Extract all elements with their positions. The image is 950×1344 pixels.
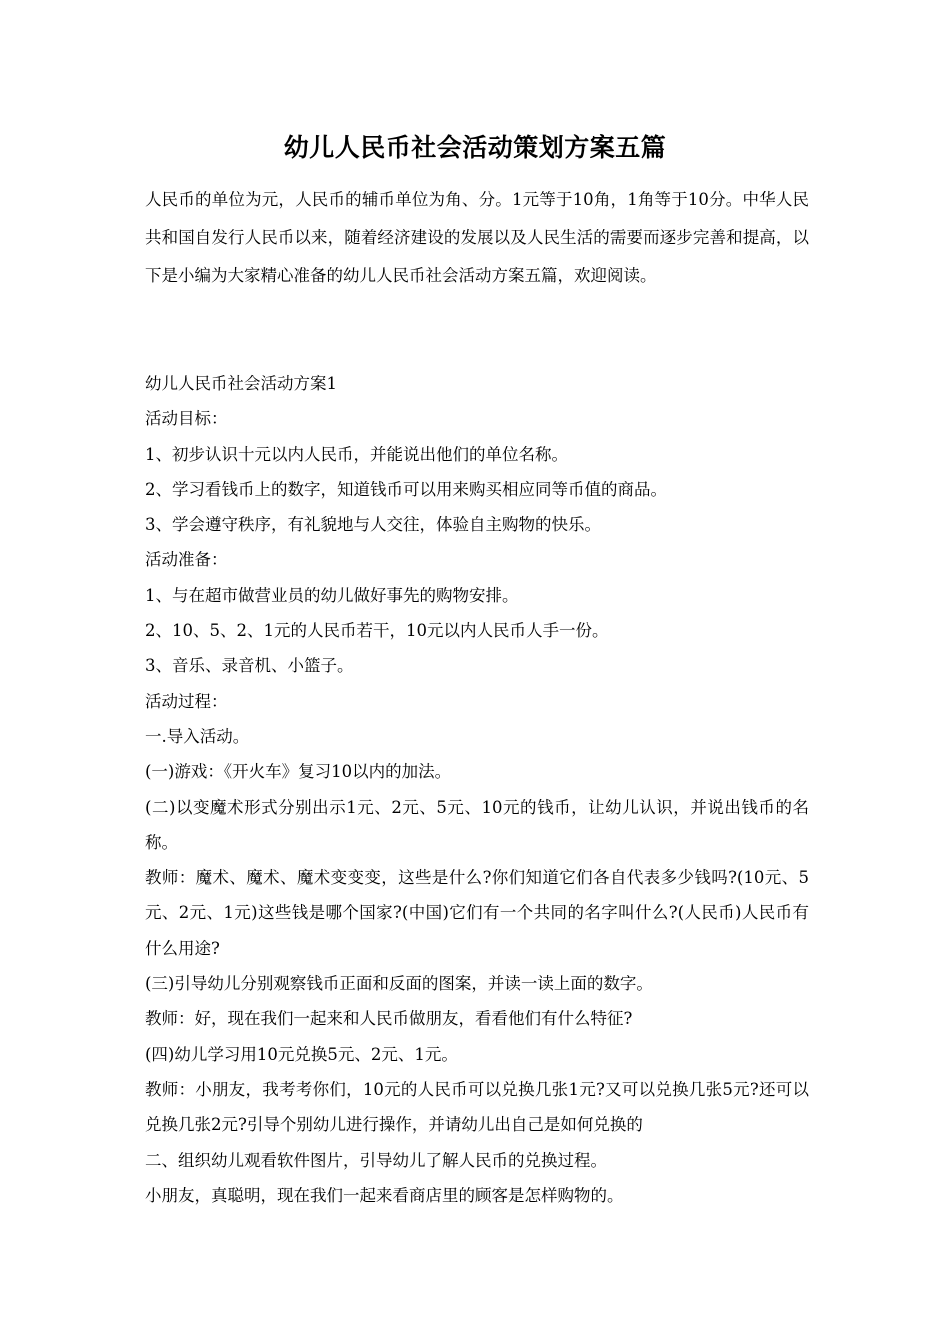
body-line: (一)游戏：《开火车》复习10以内的加法。 <box>145 762 452 782</box>
body-line: 一.导入活动。 <box>145 726 250 746</box>
body-line: 2、学习看钱币上的数字，知道钱币可以用来购买相应同等币值的商品。 <box>145 479 667 499</box>
body-line: (四)幼儿学习用10元兑换5元、2元、1元。 <box>145 1044 458 1064</box>
body-line: 3、学会遵守秩序，有礼貌地与人交往，体验自主购物的快乐。 <box>145 515 601 535</box>
subheading-process: 活动过程： <box>145 691 228 711</box>
body-line: 教师：好，现在我们一起来和人民币做朋友，看看他们有什么特征? <box>145 1009 633 1029</box>
document-title: 幼儿人民币社会活动策划方案五篇 <box>283 133 667 162</box>
body-line: 1、与在超市做营业员的幼儿做好事先的购物安排。 <box>145 585 519 605</box>
body-line: (三)引导幼儿分别观察钱币正面和反面的图案，并读一读上面的数字。 <box>145 974 653 994</box>
subheading-preparation: 活动准备： <box>145 550 228 570</box>
body-paragraph: 教师：魔术、魔术、魔术变变变，这些是什么?你们知道它们各自代表多少钱吗?(10元、5元、2元、1元)这些钱是哪个国家?(中国)它们有一个共同的名字叫什么?(人民币)人民币有什么用途? <box>145 868 809 958</box>
subheading-goals: 活动目标： <box>145 409 228 429</box>
body-line: 小朋友，真聪明，现在我们一起来看商店里的顾客是怎样购物的。 <box>145 1185 624 1205</box>
intro-paragraph: 人民币的单位为元，人民币的辅币单位为角、分。1元等于10角，1角等于10分。中华人民共和国自发行人民币以来，随着经济建设的发展以及人民生活的需要而逐步完善和提高，以下是小编为大家精心准备的幼儿人民币社会活动方案五篇，欢迎阅读。 <box>145 190 809 285</box>
body-line: 1、初步认识十元以内人民币，并能说出他们的单位名称。 <box>145 444 568 464</box>
body-line: 3、音乐、录音机、小篮子。 <box>145 656 354 676</box>
body-line: 2、10、5、2、1元的人民币若干，10元以内人民币人手一份。 <box>145 621 609 641</box>
section-heading: 幼儿人民币社会活动方案1 <box>145 374 337 393</box>
document-body <box>145 366 809 1213</box>
body-line: 二、组织幼儿观看软件图片，引导幼儿了解人民币的兑换过程。 <box>145 1150 607 1170</box>
body-paragraph: (二)以变魔术形式分别出示1元、2元、5元、10元的钱币，让幼儿认识，并说出钱币的名称。 <box>145 797 809 852</box>
body-paragraph: 教师：小朋友，我考考你们，10元的人民币可以兑换几张1元?又可以兑换几张5元?还可以兑换几张2元?引导个别幼儿进行操作，并请幼儿出自己是如何兑换的 <box>145 1079 809 1135</box>
